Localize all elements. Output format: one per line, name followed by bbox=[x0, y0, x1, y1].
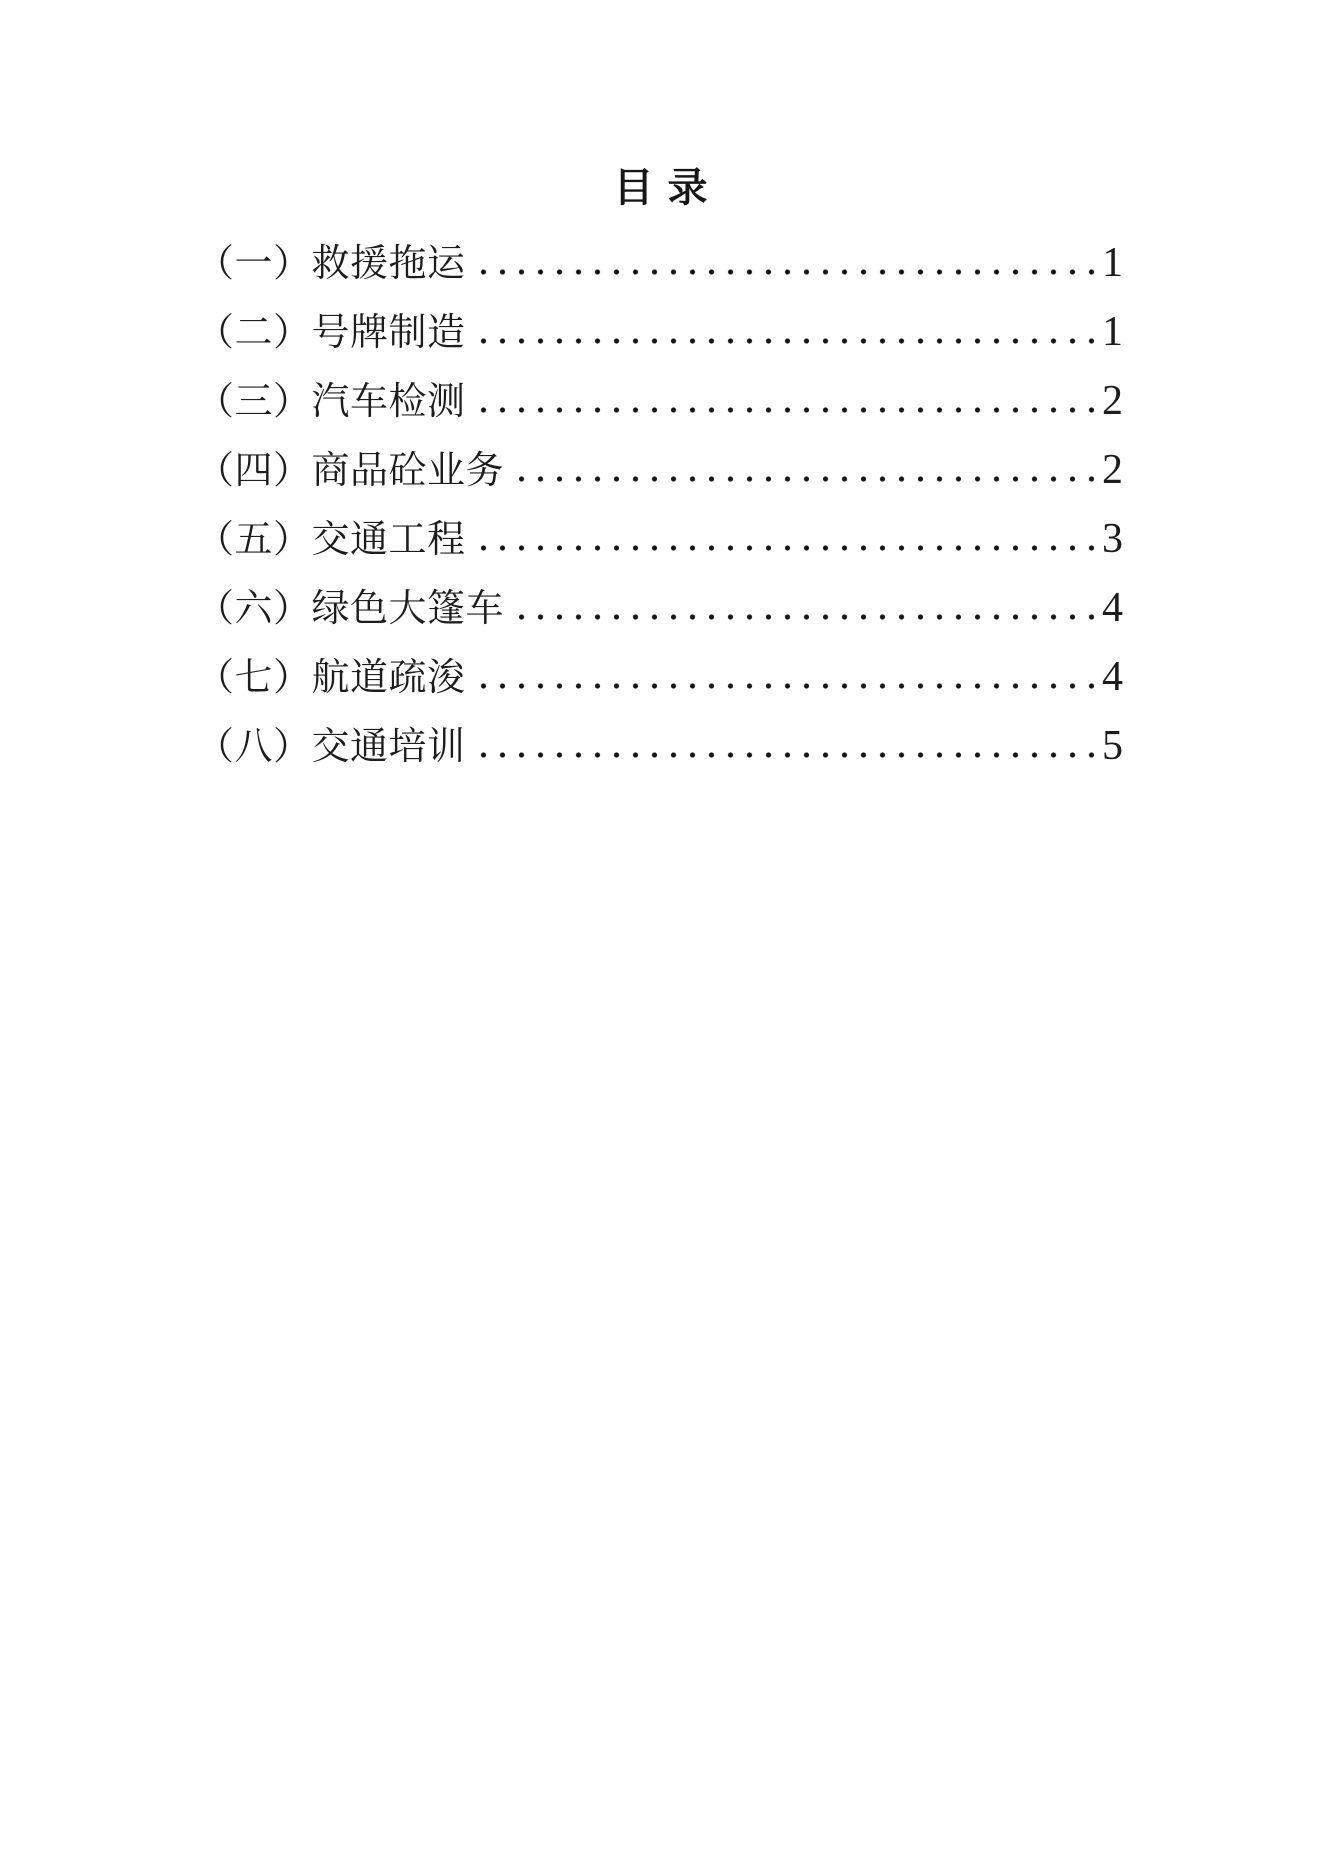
toc-entry-label: （四）商品砼业务 bbox=[196, 450, 505, 492]
toc-page-number: 2 bbox=[1102, 447, 1123, 493]
page-title: 目 录 bbox=[613, 165, 710, 210]
toc-entry-label: （七）航道疏浚 bbox=[196, 657, 466, 699]
toc-page-number: 4 bbox=[1102, 585, 1123, 631]
toc-entry[interactable] bbox=[196, 505, 1123, 574]
toc-page-number: 5 bbox=[1102, 723, 1123, 769]
toc-page-number: 1 bbox=[1102, 240, 1123, 286]
toc-entry-label: （三）汽车检测 bbox=[196, 381, 466, 423]
dot-leader bbox=[472, 229, 1094, 276]
toc-entry[interactable] bbox=[196, 574, 1123, 643]
toc-page-number: 2 bbox=[1102, 378, 1123, 424]
toc-entry[interactable] bbox=[196, 712, 1123, 781]
toc-entry-label: （二）号牌制造 bbox=[196, 312, 466, 354]
toc-entry[interactable] bbox=[196, 229, 1123, 298]
dot-leader bbox=[472, 712, 1094, 759]
toc-entry-label: （五）交通工程 bbox=[196, 519, 466, 561]
toc-page-number: 1 bbox=[1102, 309, 1123, 355]
toc-entry[interactable] bbox=[196, 298, 1123, 367]
toc-entry-label: （一）救援拖运 bbox=[196, 243, 466, 285]
dot-leader bbox=[510, 574, 1094, 621]
dot-leader bbox=[510, 436, 1094, 483]
toc-entry-label: （六）绿色大篷车 bbox=[196, 588, 505, 630]
dot-leader bbox=[472, 367, 1094, 414]
toc-entry[interactable] bbox=[196, 643, 1123, 712]
toc-entry[interactable] bbox=[196, 436, 1123, 505]
dot-leader bbox=[472, 643, 1094, 690]
toc-page-number: 3 bbox=[1102, 516, 1123, 562]
toc-entry-label: （八）交通培训 bbox=[196, 726, 466, 768]
dot-leader bbox=[472, 298, 1094, 345]
toc-entry[interactable] bbox=[196, 367, 1123, 436]
dot-leader bbox=[472, 505, 1094, 552]
toc-page-number: 4 bbox=[1102, 654, 1123, 700]
table-of-contents bbox=[0, 229, 1323, 781]
